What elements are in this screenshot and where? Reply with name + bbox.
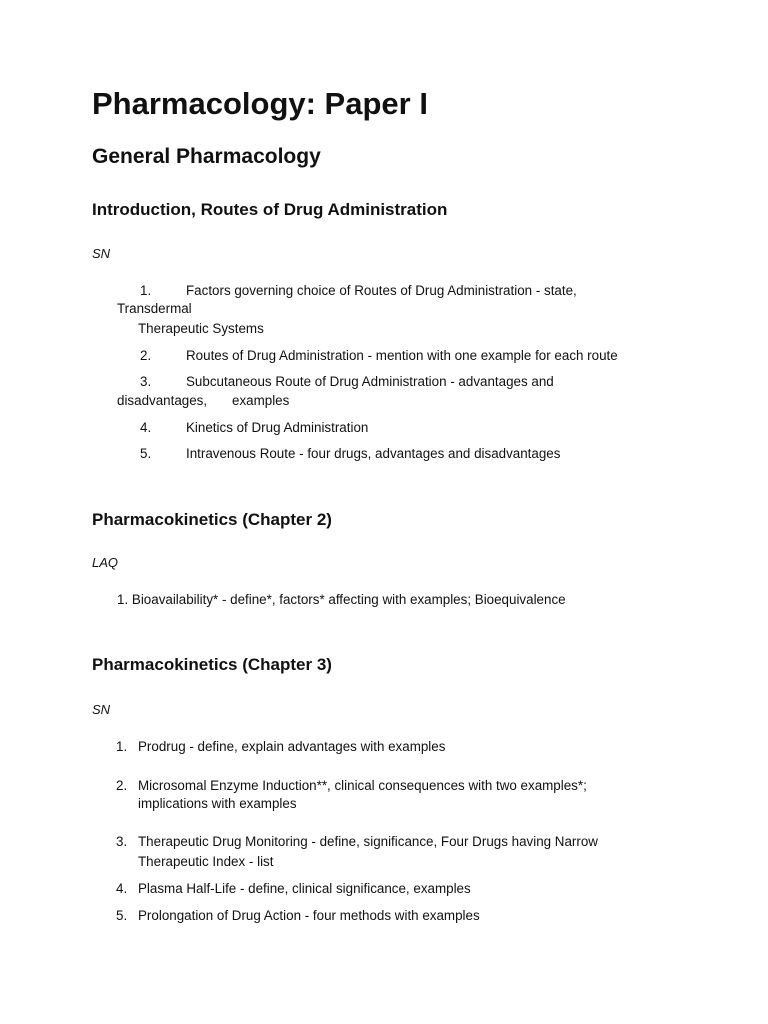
list-item-number: 1.: [140, 283, 152, 298]
list-item-text: Plasma Half-Life - define, clinical significance, examples: [138, 881, 471, 896]
section-heading-general: General Pharmacology: [92, 145, 321, 168]
list-item-text: Microsomal Enzyme Induction**, clinical consequences with two examples*;: [138, 778, 587, 793]
list-item-text: examples: [232, 393, 290, 408]
question-type-tag: SN: [92, 702, 111, 717]
list-item-text: Routes of Drug Administration - mention with one example for each route: [186, 348, 618, 363]
list-item-text: Prolongation of Drug Action - four methods with examples: [138, 908, 480, 923]
list-item-text: Prodrug - define, explain advantages with examples: [138, 739, 446, 754]
question-type-tag: SN: [92, 246, 111, 261]
subsection-heading: Introduction, Routes of Drug Administration: [92, 200, 448, 219]
list-item-number: 1.: [116, 739, 128, 754]
list-item-text: Factors governing choice of Routes of Drug Administration - state,: [186, 283, 577, 298]
list-item-number: 4.: [140, 420, 152, 435]
list-item-number: 3.: [140, 374, 152, 389]
subsection-heading: Pharmacokinetics (Chapter 3): [92, 655, 332, 674]
list-item-text: Transdermal: [117, 301, 192, 316]
list-item-number: 3.: [116, 834, 128, 849]
list-item-text: Therapeutic Index - list: [138, 854, 274, 869]
list-item-text: Therapeutic Systems: [138, 321, 264, 336]
subsection-heading: Pharmacokinetics (Chapter 2): [92, 510, 332, 529]
list-item-number: 2.: [116, 778, 128, 793]
list-item-text: implications with examples: [138, 796, 297, 811]
list-item-text: Therapeutic Drug Monitoring - define, significance, Four Drugs having Narrow: [138, 834, 598, 849]
list-item-number: 5.: [140, 446, 152, 461]
list-item-text: Intravenous Route - four drugs, advantages and disadvantages: [186, 446, 561, 461]
list-item-number: 5.: [116, 908, 128, 923]
list-item-number: 4.: [116, 881, 128, 896]
list-item-text: 1. Bioavailability* - define*, factors* affecting with examples; Bioequivalence: [117, 592, 566, 607]
list-item-text: Kinetics of Drug Administration: [186, 420, 369, 435]
list-item-text: Subcutaneous Route of Drug Administration - advantages and: [186, 374, 554, 389]
list-item-number: 2.: [140, 348, 152, 363]
question-type-tag: LAQ: [92, 555, 119, 570]
page-title: Pharmacology: Paper I: [92, 86, 428, 121]
list-item-text: disadvantages,: [117, 393, 208, 408]
